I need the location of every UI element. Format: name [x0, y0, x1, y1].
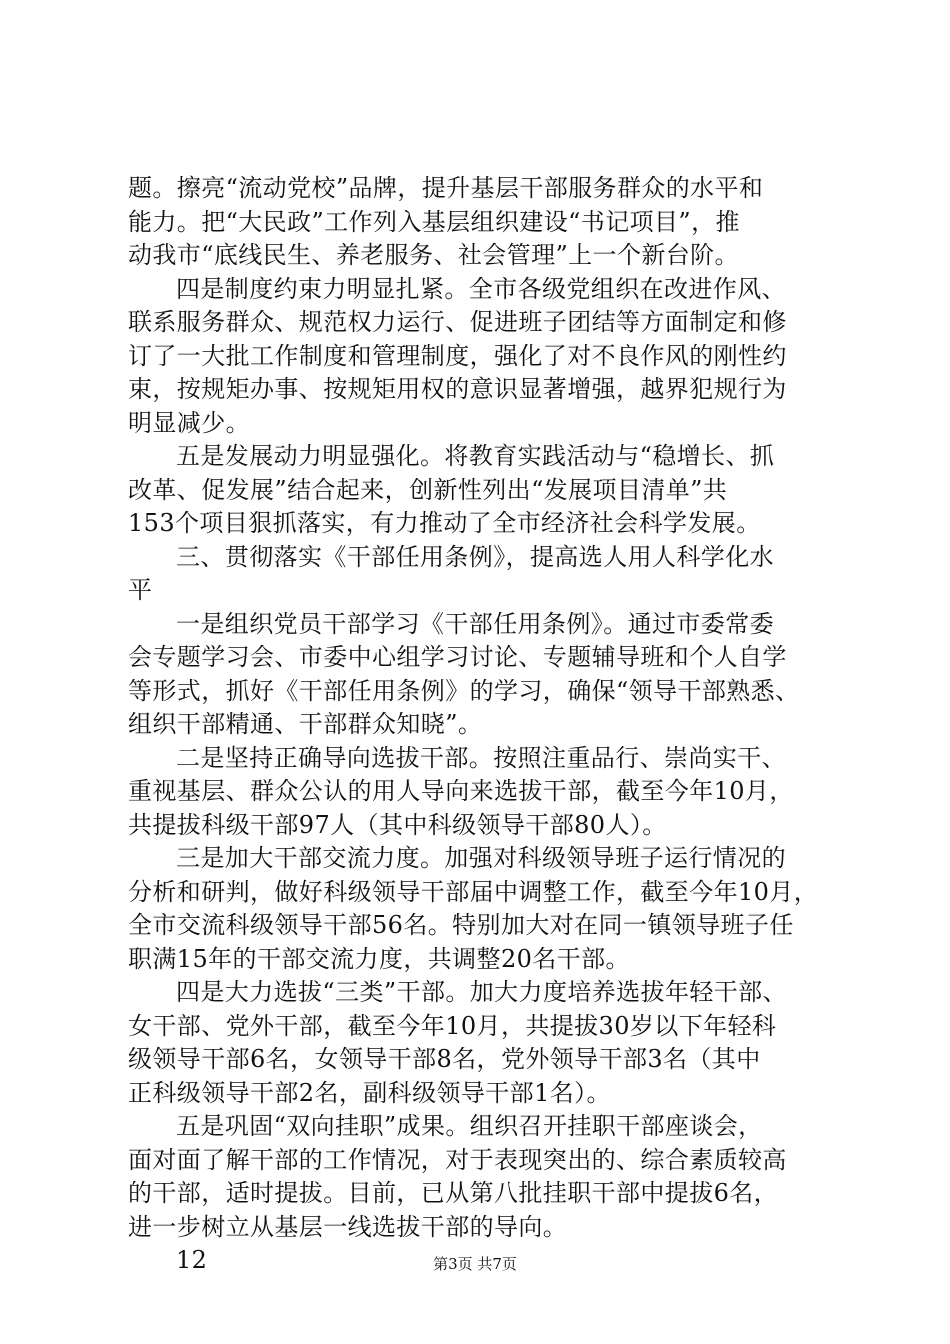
text-line: 分析和研判，做好科级领导干部届中调整工作，截至今年10月，: [128, 877, 819, 906]
text-line: 职满15年的干部交流力度，共调整20名干部。: [128, 944, 630, 973]
text-line: 一是组织党员干部学习《干部任用条例》。通过市委常委: [176, 609, 774, 638]
text-line: 动我市“底线民生、养老服务、社会管理”上一个新台阶。: [128, 241, 739, 269]
text-line: 正科级领导干部2名，副科级领导干部1名）。: [128, 1078, 611, 1107]
text-line: 全市交流科级领导干部56名。特别加大对在同一镇领导班子任: [128, 911, 794, 939]
text-line: 的干部，适时提拔。目前，已从第八批挂职干部中提拔6名，: [128, 1179, 779, 1207]
text-line: 级领导干部6名，女领导干部8名，党外领导干部3名（其中: [128, 1045, 761, 1073]
text-line: 能力。把“大民政”工作列入基层组织建设“书记项目”，推: [128, 207, 740, 236]
page-footer: [0, 1253, 950, 1274]
text-line: 订了一大批工作制度和管理制度，强化了对不良作风的刚性约: [128, 341, 787, 370]
text-line: 会专题学习会、市委中心组学习讨论、专题辅导班和个人自学: [128, 643, 787, 671]
text-line: 联系服务群众、规范权力运行、促进班子团结等方面制定和修: [128, 308, 787, 336]
text-line: 面对面了解干部的工作情况，对于表现突出的、综合素质较高: [128, 1145, 787, 1174]
text-line: 组织干部精通、干部群众知晓”。: [128, 710, 483, 738]
text-line: 进一步树立从基层一线选拔干部的导向。: [128, 1212, 568, 1241]
text-line: 四是大力选拔“三类”干部。加大力度培养选拔年轻干部、: [176, 978, 787, 1006]
text-line: 四是制度约束力明显扎紧。全市各级党组织在改进作风、: [176, 274, 786, 303]
text-line: 题。擦亮“流动党校”品牌，提升基层干部服务群众的水平和: [128, 174, 764, 202]
text-line: 共提拔科级干部97人（其中科级领导干部80人）。: [128, 810, 667, 839]
text-line: 束，按规矩办事、按规矩用权的意识显著增强，越界犯规行为: [128, 375, 787, 403]
text-line: 女干部、党外干部，截至今年10月，共提拔30岁以下年轻科: [128, 1011, 777, 1040]
text-line: 改革、促发展”结合起来，创新性列出“发展项目清单”共: [128, 475, 728, 504]
document-body: [128, 172, 848, 1278]
text-line: 12: [176, 1246, 208, 1274]
text-line: 五是巩固“双向挂职”成果。组织召开挂职干部座谈会，: [176, 1112, 763, 1140]
text-line: 明显减少。: [128, 408, 250, 437]
text-line: 三是加大干部交流力度。加强对科级领导班子运行情况的: [176, 844, 786, 872]
text-line: 等形式，抓好《干部任用条例》的学习，确保“领导干部熟悉、: [128, 676, 800, 705]
text-line: 二是坚持正确导向选拔干部。按照注重品行、崇尚实干、: [176, 743, 786, 772]
text-line: 五是发展动力明显强化。将教育实践活动与“稳增长、抓: [176, 442, 775, 470]
page-number-label: 第3页 共7页: [433, 1255, 517, 1273]
text-line: 重视基层、群众公认的用人导向来选拔干部，截至今年10月，: [128, 777, 794, 805]
text-line: 153个项目狠抓落实，有力推动了全市经济社会科学发展。: [128, 509, 761, 537]
text-line: 平: [128, 576, 153, 604]
text-line: 三、贯彻落实《干部任用条例》，提高选人用人科学化水: [176, 542, 774, 571]
